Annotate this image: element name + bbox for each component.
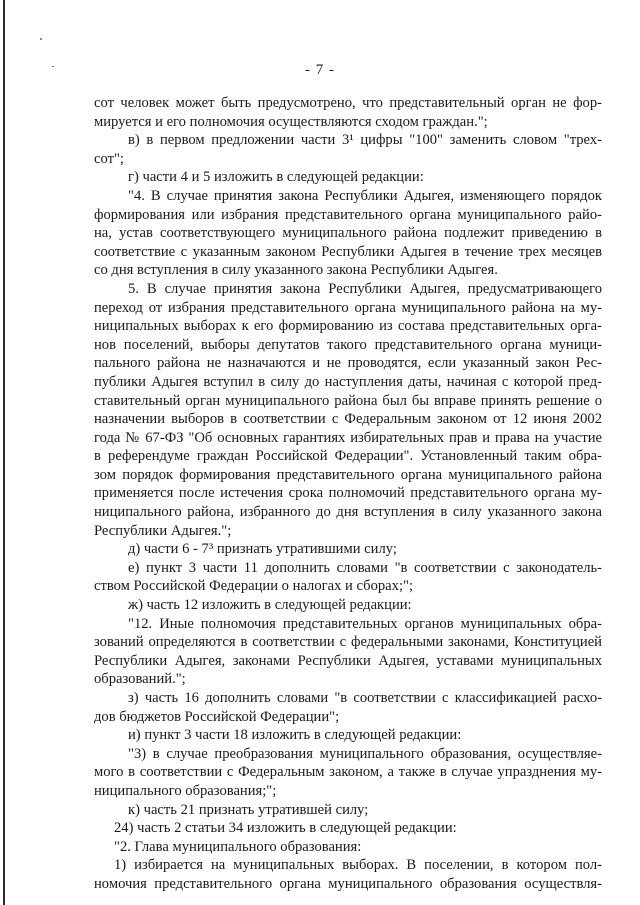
text-line: е) пункт 3 части 11 дополнить словами "в соответствии с законодатель- (128, 559, 602, 576)
page-number: - 7 - (305, 62, 335, 78)
text-line: "2. Глава муниципального образования: (114, 838, 362, 855)
text-line: назначении выборов в соответствии с Федеральным законом от 12 июня 2002 (94, 411, 602, 428)
text-line: дов бюджетов Российской Федерации"; (94, 708, 340, 725)
text-line: публики Адыгея вступил в силу до наступления даты, начиная с которой пред- (94, 373, 602, 390)
text-line: Республики Адыгея, законами Республики Адыгея, уставами муниципальных (94, 652, 602, 669)
text-line: соответствие с указанным законом Республики Адыгея в течение трех месяцев (94, 243, 602, 260)
text-line: Республики Адыгея."; (94, 522, 232, 539)
text-line: ниципального района, избранного до дня вступления в силу указанного закона (94, 504, 602, 521)
text-line: сот"; (94, 150, 124, 167)
text-line: формирования или избрания представительного органа муниципального райо- (94, 206, 602, 223)
text-line: к) часть 21 признать утратившей силу; (128, 801, 369, 818)
text-line: нов поселений, выборы депутатов такого представительного органа муници- (94, 336, 602, 353)
text-line: ниципальных выборах к его формированию из состава представительных орга- (94, 318, 602, 335)
text-line: и) пункт 3 части 18 изложить в следующей редакции: (128, 727, 462, 744)
scan-left-border (3, 0, 5, 905)
text-line: "12. Иные полномочия представительных органов муниципальных обра- (128, 615, 602, 632)
text-line: з) часть 16 дополнить словами "в соответствии с классификацией расхо- (128, 690, 602, 706)
scan-speck (40, 38, 42, 40)
text-line: ж) часть 12 изложить в следующей редакции: (128, 597, 412, 614)
text-line: ниципального образования;"; (94, 782, 277, 799)
text-line: "4. В случае принятия закона Республики Адыгея, изменяющего порядок (128, 187, 602, 204)
text-line: мого в соответствии с Федеральным законом, а также в случае упразднения му- (94, 764, 602, 781)
text-line: со дня вступления в силу указанного закона Республики Адыгея. (94, 262, 498, 279)
text-line: зований определяются в соответствии с федеральными законами, Конституцией (94, 634, 602, 651)
text-line: пального района не назначаются и не проводятся, если указанный закон Рес- (94, 355, 602, 372)
text-line: сот человек может быть предусмотрено, что представительный орган не фор- (94, 95, 602, 111)
text-line: 5. В случае принятия закона Республики Адыгея, предусматривающего (128, 280, 602, 297)
text-line: на, устав соответствующего муниципального района подлежит приведению в (94, 225, 602, 242)
text-line: ставительный орган муниципального района был бы вправе принять решение о (94, 392, 602, 409)
text-line: д) части 6 - 7³ признать утратившими силу; (128, 541, 397, 558)
text-line: зом порядок формирования представительного органа муниципального района (94, 466, 602, 483)
text-line: г) части 4 и 5 изложить в следующей редакции: (128, 169, 424, 186)
text-line: в референдуме граждан Российской Федерации". Установленный таким обра- (94, 448, 602, 465)
text-line: 24) часть 2 статьи 34 изложить в следующей редакции: (114, 820, 457, 837)
text-line: ством Российской Федерации о налогах и сборах;"; (94, 578, 414, 595)
document-body (94, 94, 602, 894)
text-line: "3) в случае преобразования муниципального образования, осуществляе- (128, 745, 602, 762)
text-line: переход от избрания представительного органа муниципального района на му- (94, 299, 602, 316)
text-line: образований."; (94, 671, 186, 688)
text-line: 1) избирается на муниципальных выборах. В поселении, в котором пол- (114, 857, 602, 874)
text-line: применяется после истечения срока полномочий представительного органа му- (94, 485, 602, 502)
text-line: года № 67-ФЗ "Об основных гарантиях избирательных прав и права на участие (94, 429, 602, 446)
text-line: мируется и его полномочия осуществляются сходом граждан."; (94, 113, 488, 130)
text-line: в) в первом предложении части 3¹ цифры "100" заменить словом "трех- (128, 132, 602, 149)
text-line: номочия представительного органа муниципального образования осуществля- (94, 875, 602, 892)
